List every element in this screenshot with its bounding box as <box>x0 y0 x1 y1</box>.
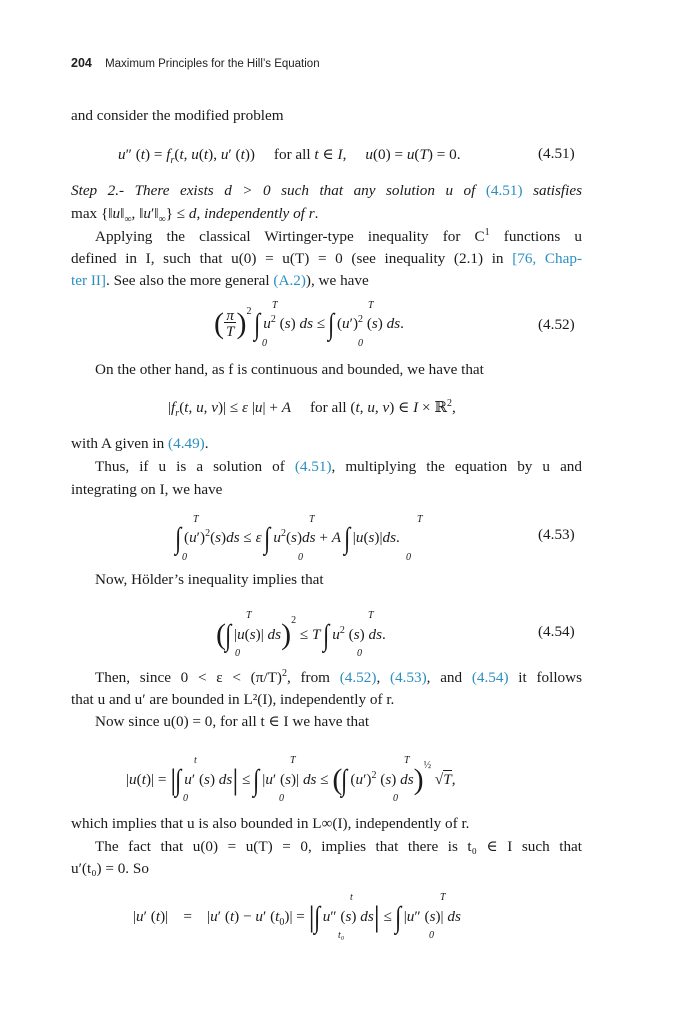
text-line: and consider the modified problem <box>71 107 284 124</box>
text-line: Thus, if u is a solution of (4.51), multiplying the equation by u and <box>95 458 582 475</box>
step-heading: Step 2.- There exists d > 0 such that any solution u of (4.51) satisfies <box>71 182 583 199</box>
equation-number: (4.52) <box>538 316 575 333</box>
text-line: ter II]. See also the more general (A.2)), we have <box>71 272 369 289</box>
text-line: defined in I, such that u(0) = u(T) = 0 (see inequality (2.1) in [76, Chap- <box>71 250 583 267</box>
text-line: $\max \{‖u‖_\infty$, $‖u'‖_\infty\} \le d$, independently of r. <box>71 205 319 226</box>
text-line: which implies that u is also bounded in L∞(I), independently of r. <box>71 815 470 832</box>
equation-4-52: $(\frac{\pi}{T})^2$ ∫ $u^2$ (s) ds ≤ ∫ $(u')^2$ (s) ds. <box>214 306 404 341</box>
text-line: On the other hand, as f is continuous and bounded, we have that <box>95 361 484 378</box>
equation-number: (4.51) <box>538 145 575 162</box>
text-line: integrating on I, we have <box>71 481 223 498</box>
text-line: The fact that u(0) = u(T) = 0, implies that there is t₀ ∈ I such that <box>95 838 582 855</box>
running-title: Maximum Principles for the Hill’s Equation <box>105 58 320 70</box>
book-page: 204 Maximum Principles for the Hill’s Equation and consider the modified problem u″ $(t) = f_r(t$, u(t), u′ (t)) for all t ∈ I, u(0) = u(T) = 0. (4.51) Step 2.- There exists d > 0 such that any solution u of (4.51) satisfies $\max \{‖u‖_\infty$, $‖u'‖_\infty\} \le d$, independently of r. Applying the classical Wirtinger-type inequality for $C^1$ functions u defined in I, such that u(0) = u(T) = 0 (see inequality (2.1) in [76, Chap- ter II]. See also the more general (A.2)), we have $(\frac{\pi}{T})^2$ ∫ $u^2$ (s) ds ≤ ∫ $(u')^2$ (s) ds. T 0 T 0 (4.52) On the other hand, as f is continuous and bounded, we have that $|f_r(t$, u, v)| ≤ ε |u| + A for all (t, u, v) ∈ I × ℝ$^2$, with A given in (4.49). Thus, if u is a solution of (4.51), multiplying the equation by u and integrating on I, we have ∫ $(u')^2(s)ds \le \varepsilon$ ∫ $u^2(s)ds + A$ ∫ |u(s)|ds. T 0 T 0 T 0 (4.53) Now, Hölder’s inequality implies that (∫ |u(s)| ds)$^2$ ≤ T ∫ $u^2$ (s) ds. T 0 T 0 (4.54) Then, since $0 < \varepsilon < (\pi/T)^2$, from (4.52), (4.53), and (4.54) it follows that u and u′ are bounded in L²(I), independently of r. Now since u(0) = 0, for all t ∈ I we have that |u(t)| = |∫ u′ (s) ds| ≤ ∫ |u′ (s)| ds ≤ (∫ $(u')^2$ (s) ds)$^{\frac{1}{2}}$ √T, t 0 T 0 T 0 which implies that u is also bounded in L∞(I), independently of r. The fact that u(0) = u(T) = 0, implies that there is t₀ ∈ I such that u′(t₀) = 0. So |u′ (t)| = |u′ (t) − u′ $(t_0)|$ = |∫ u″ (s) ds| ≤ ∫ |u″ (s)| ds t t₀ T 0 <box>71 56 583 941</box>
equation-number: (4.54) <box>538 623 575 640</box>
equation-uniform-bound: |u(t)| = |∫ u′ (s) ds| ≤ ∫ |u′ (s)| ds ≤ (∫ $(u')^2$ (s) ds)$^{\frac{1}{2}}$ √T, <box>126 760 456 797</box>
text-line: that u and u′ are bounded in L²(I), independently of r. <box>71 691 395 708</box>
text-line: Now since u(0) = 0, for all t ∈ I we have that <box>95 713 370 730</box>
equation-derivative-bound: |u′ (t)| = |u′ (t) − u′ $(t_0)|$ = |∫ u″ (s) ds| ≤ ∫ |u″ (s)| ds <box>133 900 461 934</box>
text-line: u′(t₀) = 0. So <box>71 860 149 877</box>
citation-link[interactable]: ter II] <box>71 272 106 289</box>
equation-link[interactable]: (4.53) <box>389 669 427 686</box>
equation-4-53: ∫ $(u')^2(s)ds \le \varepsilon$ ∫ $u^2(s)ds + A$ ∫ |u(s)|ds. <box>175 522 400 555</box>
text-line: Now, Hölder’s inequality implies that <box>95 571 324 588</box>
equation-number: (4.53) <box>538 526 575 543</box>
text-line: Then, since $0 < \varepsilon < (\pi/T)^2$, from (4.52), (4.53), and (4.54) it follows <box>95 667 583 686</box>
text-line: with A given in (4.49). <box>71 435 209 452</box>
equation-4-51: u″ $(t) = f_r(t$, u(t), u′ (t)) for all t ∈ I, u(0) = u(T) = 0. <box>118 146 461 167</box>
equation-link[interactable]: (4.51) <box>294 458 332 475</box>
text-line: Applying the classical Wirtinger-type inequality for $C^1$ functions u <box>95 226 582 245</box>
running-header <box>71 56 320 70</box>
equation-link[interactable]: (4.49) <box>168 435 205 452</box>
equation-link[interactable]: (4.52) <box>339 669 377 686</box>
citation-link[interactable]: [76, Chap- <box>512 250 583 267</box>
equation-4-54: (∫ |u(s)| ds)$^2$ ≤ T ∫ $u^2$ (s) ds. <box>216 615 386 652</box>
page-number: 204 <box>71 56 92 70</box>
equation-link[interactable]: (4.54) <box>471 669 509 686</box>
equation-link[interactable]: (4.51) <box>485 182 523 199</box>
equation-bound: $|f_r(t$, u, v)| ≤ ε |u| + A for all (t, u, v) ∈ I × ℝ$^2$, <box>168 397 456 420</box>
equation-link[interactable]: (A.2) <box>273 272 306 289</box>
